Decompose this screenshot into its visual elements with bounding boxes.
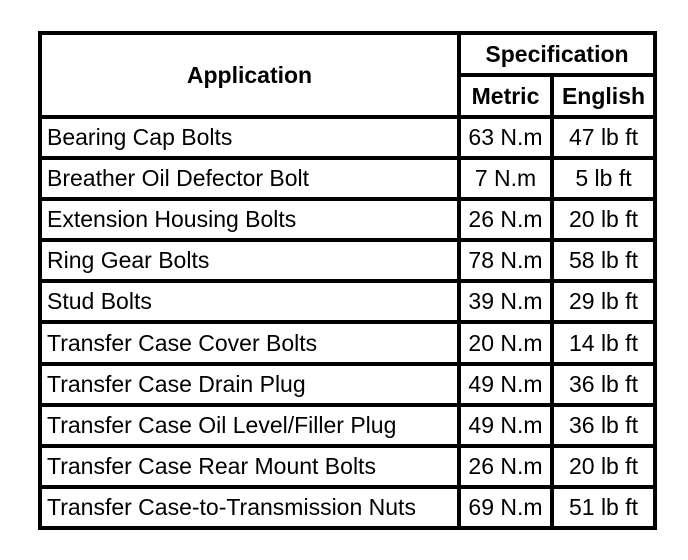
application-cell: Stud Bolts (40, 281, 459, 322)
table-row (40, 281, 655, 322)
metric-cell: 39 N.m (459, 281, 552, 322)
application-cell: Transfer Case Oil Level/Filler Plug (40, 405, 459, 446)
metric-cell: 49 N.m (459, 364, 552, 405)
application-cell: Transfer Case Rear Mount Bolts (40, 446, 459, 487)
table-row (40, 240, 655, 281)
metric-cell: 78 N.m (459, 240, 552, 281)
metric-cell: 20 N.m (459, 322, 552, 363)
english-cell: 36 lb ft (552, 364, 655, 405)
metric-cell: 69 N.m (459, 487, 552, 528)
table-row (40, 322, 655, 363)
metric-cell: 26 N.m (459, 446, 552, 487)
metric-cell: 7 N.m (459, 158, 552, 199)
english-cell: 51 lb ft (552, 487, 655, 528)
application-cell: Transfer Case-to-Transmission Nuts (40, 487, 459, 528)
english-cell: 14 lb ft (552, 322, 655, 363)
application-header: Application (40, 33, 459, 117)
metric-cell: 63 N.m (459, 117, 552, 158)
table-row (40, 117, 655, 158)
specification-header: Specification (459, 33, 655, 75)
english-cell: 20 lb ft (552, 446, 655, 487)
table-row (40, 446, 655, 487)
metric-cell: 26 N.m (459, 199, 552, 240)
english-cell: 29 lb ft (552, 281, 655, 322)
english-cell: 47 lb ft (552, 117, 655, 158)
table-row (40, 487, 655, 528)
metric-cell: 49 N.m (459, 405, 552, 446)
table-row (40, 364, 655, 405)
application-cell: Breather Oil Defector Bolt (40, 158, 459, 199)
application-cell: Ring Gear Bolts (40, 240, 459, 281)
table-row (40, 158, 655, 199)
torque-spec-table (38, 31, 657, 530)
table-row (40, 199, 655, 240)
english-cell: 5 lb ft (552, 158, 655, 199)
application-cell: Transfer Case Cover Bolts (40, 322, 459, 363)
application-cell: Extension Housing Bolts (40, 199, 459, 240)
application-cell: Bearing Cap Bolts (40, 117, 459, 158)
header-row-top (40, 33, 655, 75)
english-cell: 20 lb ft (552, 199, 655, 240)
metric-header: Metric (459, 75, 552, 117)
english-header: English (552, 75, 655, 117)
english-cell: 58 lb ft (552, 240, 655, 281)
english-cell: 36 lb ft (552, 405, 655, 446)
application-cell: Transfer Case Drain Plug (40, 364, 459, 405)
table-row (40, 405, 655, 446)
